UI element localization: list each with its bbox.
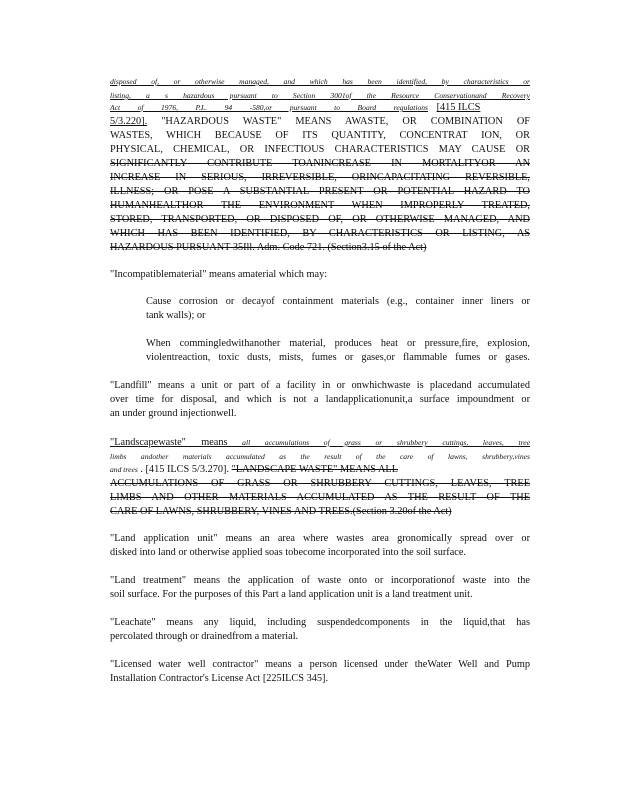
hazardous-waste-struck-line-10: HUMANHEALTHOR THE ENVIRONMENT WHEN IMPROPERLY TREATED,	[110, 200, 530, 211]
landfill-line-1: "Landfill" means a unit or part of a facility in or onwhichwaste is placedand accumulated	[110, 380, 530, 391]
licensed-contractor-line-2: Installation Contractor's License Act [225ILCS 345].	[110, 673, 329, 684]
hazardous-waste-line-2: listing, a s hazardous pursuant to Section 3001of the Resource Conservationand Recovery	[110, 91, 530, 100]
landscape-waste-term: "Landscapewaste" means	[110, 437, 228, 448]
hazardous-waste-caps-line-5: WASTES, WHICH BECAUSE OF ITS QUANTITY, CONCENTRAT ION, OR	[110, 130, 530, 141]
land-treatment-line-1: "Land treatment" means the application of waste onto or incorporationof waste into the	[110, 575, 530, 586]
land-application-unit-line-2: disked into land or otherwise applied soas tobecome incorporated into the soil surface.	[110, 547, 467, 558]
leachate-line-1: "Leachate" means any liquid, including suspendedcomponents in the liquid,that has	[110, 617, 530, 628]
leachate-line-2: percolated through or drainedfrom a material.	[110, 631, 299, 642]
landscape-waste-line-1-row	[110, 436, 530, 449]
landscape-waste-struck-line-5: LIMBS AND OTHER MATERIALS ACCUMULATED AS THE RESULT OF THE	[110, 492, 530, 503]
landscape-waste-struck-line-4: ACCUMULATIONS OF GRASS OR SHRUBBERY CUTTINGS, LEAVES, TREE	[110, 478, 530, 489]
landfill-line-2: over time for disposal, and which is not a landapplicationunit,a surface impoundment or	[110, 394, 530, 405]
incompatible-material-definition: "Incompatiblematerial" means amaterial which may:	[110, 269, 328, 280]
hazardous-waste-struck-line-11: STORED, TRANSPORTED, OR DISPOSED OF, OR OTHERWISE MANAGED, AND	[110, 214, 530, 225]
hazardous-waste-struck-line-7: SIGNIFICANTLY CONTRIBUTE TOANINCREASE IN MORTALITYOR AN	[110, 158, 530, 169]
hazardous-waste-citation-end: 5/3.220].	[110, 116, 148, 127]
licensed-contractor-line-1: "Licensed water well contractor" means a person licensed under theWater Well and Pump	[110, 659, 530, 670]
landscape-waste-citation: . [415 ILCS 5/3.270].	[137, 464, 232, 475]
hazardous-waste-struck-line-9: ILLNESS; OR POSE A SUBSTANTIAL PRESENT OR POTENTIAL HAZARD TO	[110, 186, 530, 197]
landscape-waste-struck-line-6: CARE OF LAWNS, SHRUBBERY, VINES AND TREES.(Section 3.20of the Act)	[110, 506, 452, 517]
landscape-waste-struck-caps-3: "LANDSCAPE WASTE" MEANS ALL	[231, 464, 399, 475]
hazardous-waste-line-4-row	[110, 115, 530, 128]
hazardous-waste-struck-line-13: HAZARDOUS PURSUANT 35Ill. Adm. Code 721. (Section3.15 of the Act)	[110, 242, 427, 253]
incompatible-item-a-line-2: tank walls); or	[146, 310, 206, 321]
landscape-waste-italic-3: and trees	[110, 465, 138, 474]
hazardous-waste-line-3-row	[110, 101, 530, 114]
landscape-waste-line-3-row	[110, 463, 530, 476]
hazardous-waste-line-1: disposed of, or otherwise managed, and which has been identified, by characteristics or	[110, 77, 530, 86]
hazardous-waste-struck-line-8: INCREASE IN SERIOUS, IRREVERSIBLE, ORINCAPACITATING REVERSIBLE,	[110, 172, 530, 183]
incompatible-item-b-line-1: When commingledwithanother material, produces heat or pressure,fire, explosion,	[146, 338, 530, 349]
hazardous-waste-citation-start: [415 ILCS	[436, 102, 481, 113]
land-treatment-line-2: soil surface. For the purposes of this Part a land application unit is a land treatment unit.	[110, 589, 473, 600]
incompatible-item-b-line-2: violentreaction, toxic dusts, mists, fumes or gases,or flammable fumes or gases.	[146, 352, 530, 363]
hazardous-waste-caps-line-6: PHYSICAL, CHEMICAL, OR INFECTIOUS CHARACTERISTICS MAY CAUSE OR	[110, 144, 530, 155]
hazardous-waste-struck-line-12: WHICH HAS BEEN IDENTIFIED, BY CHARACTERISTICS OR LISTING, AS	[110, 228, 530, 239]
land-application-unit-line-1: "Land application unit" means an area where wastes area gronomically spread over or	[110, 533, 530, 544]
hazardous-waste-caps-line-4: "HAZARDOUS WASTE" MEANS AWASTE, OR COMBINATION OF	[147, 116, 530, 127]
landscape-waste-italic-1: all accumulations of grass or shrubbery cuttings, leaves, tree	[227, 438, 530, 447]
incompatible-item-a-line-1: Cause corrosion or decayof containment materials (e.g., container inner liners or	[146, 296, 530, 307]
landscape-waste-line-2: limbs andother materials accumulated as the result of the care of lawns, shrubbery,vines	[110, 452, 530, 461]
landfill-line-3: an under ground injectionwell.	[110, 408, 237, 419]
hazardous-waste-line-3: Act of 1976, P.L. 94 -580,or pursuant to Board regulations	[110, 103, 428, 112]
